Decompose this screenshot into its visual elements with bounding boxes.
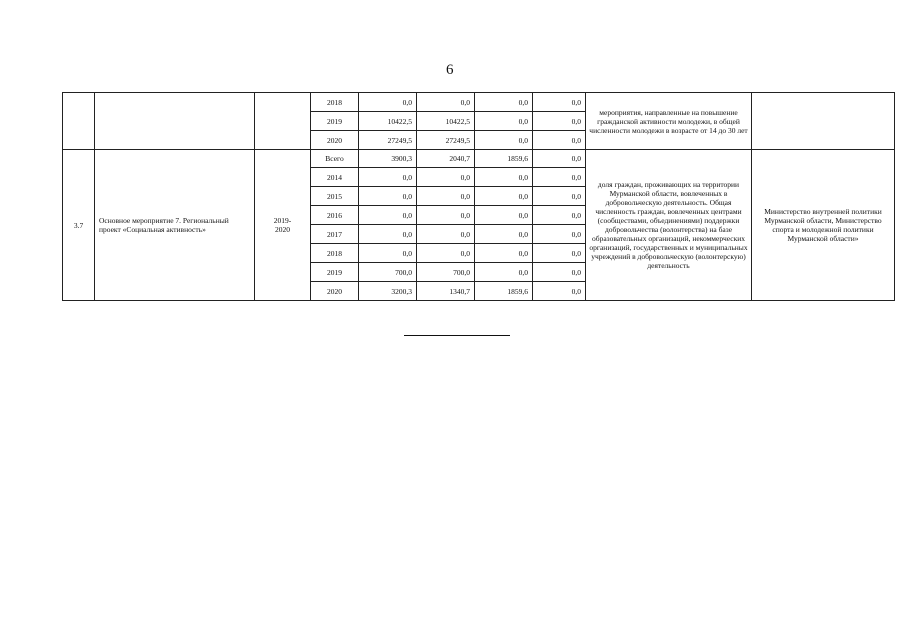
funding-cell: 10422,5 [417,112,475,131]
row-a-name-cell [95,93,255,150]
funding-cell: 0,0 [533,131,586,150]
funding-cell: 0,0 [417,225,475,244]
closing-line-divider [404,335,510,336]
year-cell: 2019 [311,112,359,131]
row-b-period: 2019-2020 [255,150,311,301]
funding-cell: 0,0 [475,244,533,263]
funding-cell: 0,0 [533,150,586,168]
year-cell: 2018 [311,93,359,112]
year-cell: 2020 [311,282,359,301]
funding-cell: 1340,7 [417,282,475,301]
funding-cell: 0,0 [417,93,475,112]
total-cell: 0,0 [359,206,417,225]
row-a-number-cell [63,93,95,150]
total-cell: 3900,3 [359,150,417,168]
funding-cell: 0,0 [475,93,533,112]
total-cell: 0,0 [359,187,417,206]
total-cell: 10422,5 [359,112,417,131]
funding-cell: 2040,7 [417,150,475,168]
total-cell: 700,0 [359,263,417,282]
funding-cell: 0,0 [475,206,533,225]
row-b-indicator-description: доля граждан, проживающих на территории Мурманской области, вовлеченных в добровольческую деятельность. Общая численность граждан, вовлеченных центрами (сообществами, объединениями) поддержки добровольчества (волонтерства) на базе образовательных организаций, некоммерческих организаций, государственных и муниципальных учреждений в добровольческую (волонтерскую) деятельность [586,150,752,301]
row-b-name: Основное мероприятие 7. Региональный проект «Социальная активность» [95,150,255,301]
funding-cell: 0,0 [475,187,533,206]
year-cell: 2019 [311,263,359,282]
funding-cell: 0,0 [417,187,475,206]
funding-cell: 0,0 [533,93,586,112]
funding-cell: 1859,6 [475,150,533,168]
row-a-executors-cell [752,93,895,150]
funding-cell: 0,0 [417,206,475,225]
row-a-indicator-description: мероприятия, направленные на повышение гражданской активности молодежи, в общей численности молодежи в возрасте от 14 до 30 лет [586,93,752,150]
total-cell: 0,0 [359,225,417,244]
funding-cell: 0,0 [533,225,586,244]
funding-cell: 0,0 [533,244,586,263]
funding-cell: 0,0 [533,282,586,301]
funding-cell: 0,0 [533,112,586,131]
year-cell: 2014 [311,168,359,187]
funding-cell: 27249,5 [417,131,475,150]
year-cell: Всего [311,150,359,168]
funding-cell: 0,0 [475,112,533,131]
year-cell: 2018 [311,244,359,263]
funding-cell: 0,0 [475,131,533,150]
funding-cell: 0,0 [533,263,586,282]
row-a-period-cell [255,93,311,150]
funding-cell: 0,0 [533,187,586,206]
year-cell: 2015 [311,187,359,206]
total-cell: 0,0 [359,93,417,112]
funding-cell: 0,0 [417,244,475,263]
funding-cell: 0,0 [475,263,533,282]
funding-cell: 700,0 [417,263,475,282]
total-cell: 27249,5 [359,131,417,150]
total-cell: 3200,3 [359,282,417,301]
program-table [62,92,895,301]
row-b-executors: Министерство внутренней политики Мурманской области, Министерство спорта и молодежной политики Мурманской области» [752,150,895,301]
year-cell: 2020 [311,131,359,150]
funding-cell: 0,0 [533,206,586,225]
funding-cell: 1859,6 [475,282,533,301]
total-cell: 0,0 [359,244,417,263]
year-cell: 2017 [311,225,359,244]
funding-cell: 0,0 [475,168,533,187]
total-cell: 0,0 [359,168,417,187]
funding-cell: 0,0 [417,168,475,187]
funding-cell: 0,0 [533,168,586,187]
year-cell: 2016 [311,206,359,225]
row-b-number: 3.7 [63,150,95,301]
page-number: 6 [446,62,454,78]
funding-cell: 0,0 [475,225,533,244]
